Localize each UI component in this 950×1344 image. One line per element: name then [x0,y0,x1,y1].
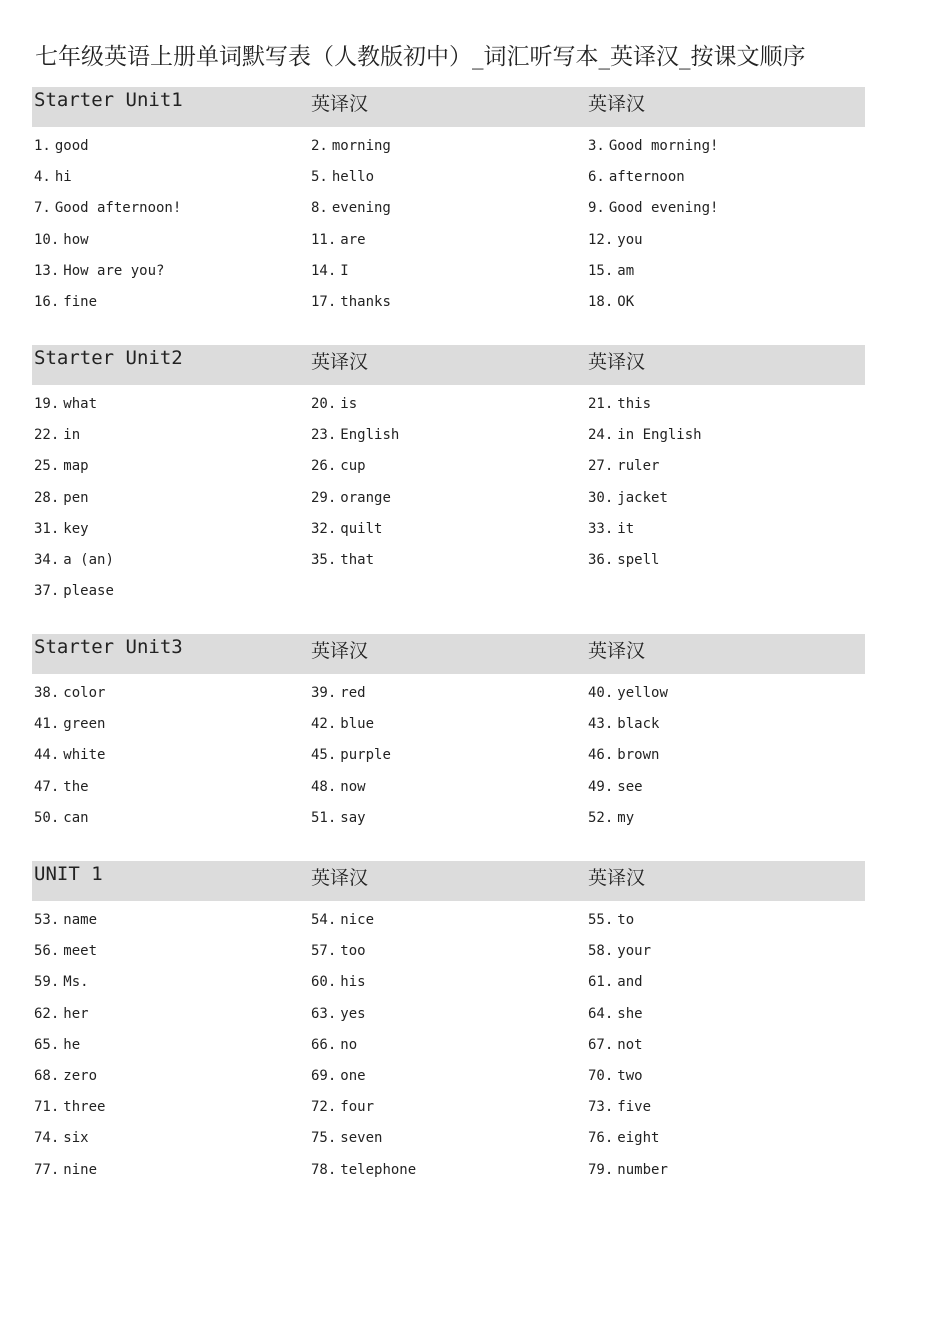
word-item [32,740,309,771]
word-item [309,936,586,967]
item-word: ruler [617,458,660,475]
item-word: that [340,551,375,568]
item-number: 6. [588,169,605,186]
item-word: orange [340,489,391,506]
item-number: 17. [311,293,337,310]
word-item [586,967,865,998]
item-number: 76. [588,1130,614,1147]
item-number: 26. [311,458,337,475]
item-word: morning [331,138,391,154]
word-item [586,1030,865,1061]
item-word: meet [63,943,98,960]
vocab-section [32,861,865,1186]
word-item [309,967,586,998]
item-number: 32. [311,520,337,537]
word-item [309,225,586,256]
item-word: three [63,1099,106,1116]
word-item [309,1123,586,1154]
item-word: five [617,1099,652,1116]
item-number: 48. [311,778,337,795]
section-header [32,345,865,385]
item-word: not [617,1036,643,1053]
word-item [309,1155,586,1186]
word-item [32,225,309,256]
item-number: 63. [311,1005,337,1022]
item-number: 39. [311,685,337,701]
word-item [586,803,865,834]
item-number: 14. [311,262,337,279]
item-number: 40. [588,685,614,701]
item-word: English [340,427,400,444]
word-item [586,131,865,162]
word-item [32,389,309,420]
item-word: no [340,1036,358,1053]
item-word: and [617,974,643,991]
item-word: green [63,716,106,733]
item-word: spell [617,551,660,568]
item-word: her [63,1005,89,1022]
item-number: 43. [588,716,614,733]
column-heading: 英译汉 [588,93,646,115]
vocab-section [32,87,865,318]
item-word: I [340,262,349,279]
item-number: 77. [34,1161,60,1178]
item-word: you [617,231,643,248]
word-item [309,1030,586,1061]
word-grid [32,131,865,318]
page-title: 七年级英语上册单词默写表（人教版初中）_词汇听写本_英译汉_按课文顺序 [35,44,806,70]
column-heading: 英译汉 [588,640,646,662]
item-number: 2. [311,138,328,154]
word-item [586,287,865,318]
item-number: 62. [34,1005,60,1022]
item-number: 61. [588,974,614,991]
word-item [32,772,309,803]
item-number: 33. [588,520,614,537]
item-word: afternoon [608,169,685,186]
word-item [309,709,586,740]
word-item [309,1092,586,1123]
item-word: this [617,396,652,412]
item-word: it [617,520,635,537]
column-heading: 英译汉 [588,867,646,889]
item-word: good [54,138,89,154]
item-word: to [617,912,635,928]
item-number: 73. [588,1099,614,1116]
word-item [32,545,309,576]
item-word: pen [63,489,89,506]
section-title: Starter Unit2 [34,347,183,369]
item-word: number [617,1161,668,1178]
item-number: 55. [588,912,614,928]
item-word: zero [63,1067,98,1084]
word-item [586,514,865,545]
word-item [309,389,586,420]
item-word: yes [340,1005,366,1022]
item-word: say [340,809,366,826]
item-word: six [63,1130,89,1147]
word-grid [32,678,865,834]
item-number: 42. [311,716,337,733]
word-item [586,772,865,803]
item-number: 52. [588,809,614,826]
item-word: Ms. [63,974,89,991]
word-item [32,1123,309,1154]
item-word: now [340,778,366,795]
item-word: in English [617,427,702,444]
section-header [32,634,865,674]
word-item [32,131,309,162]
item-number: 31. [34,520,60,537]
item-number: 51. [311,809,337,826]
word-item [586,225,865,256]
section-title: Starter Unit3 [34,636,183,658]
item-word: hi [54,169,72,186]
item-word: Good afternoon! [54,200,182,217]
item-number: 44. [34,747,60,764]
word-item [309,905,586,936]
item-word: one [340,1067,366,1084]
item-number: 3. [588,138,605,154]
word-item [32,967,309,998]
item-word: blue [340,716,375,733]
word-item [32,483,309,514]
column-heading: 英译汉 [588,351,646,373]
item-number: 1. [34,138,51,154]
item-number: 25. [34,458,60,475]
item-number: 57. [311,943,337,960]
item-word: fine [63,293,98,310]
item-number: 7. [34,200,51,217]
item-number: 5. [311,169,328,186]
item-word: nine [63,1161,98,1178]
item-word: are [340,231,366,248]
word-item [32,576,309,607]
item-word: key [63,520,89,537]
item-number: 75. [311,1130,337,1147]
item-number: 79. [588,1161,614,1178]
word-item [309,545,586,576]
item-word: my [617,809,635,826]
item-number: 66. [311,1036,337,1053]
item-number: 72. [311,1099,337,1116]
item-word: telephone [340,1161,417,1178]
word-item [32,514,309,545]
item-number: 36. [588,551,614,568]
word-item [309,483,586,514]
section-header [32,87,865,127]
item-number: 16. [34,293,60,310]
item-word: your [617,943,652,960]
item-number: 49. [588,778,614,795]
item-word: thanks [340,293,391,310]
word-item [32,1030,309,1061]
item-number: 27. [588,458,614,475]
item-number: 74. [34,1130,60,1147]
item-number: 78. [311,1161,337,1178]
item-number: 20. [311,396,337,412]
item-number: 9. [588,200,605,217]
word-item [586,905,865,936]
word-item [32,936,309,967]
word-item [32,162,309,193]
word-item [309,256,586,287]
vocab-section [32,345,865,607]
item-word: hello [331,169,375,186]
word-item [309,193,586,224]
item-number: 41. [34,716,60,733]
item-number: 59. [34,974,60,991]
item-word: map [63,458,89,475]
item-number: 28. [34,489,60,506]
item-word: can [63,809,89,826]
column-heading: 英译汉 [311,640,369,662]
word-item [309,1061,586,1092]
word-item [586,1061,865,1092]
item-number: 4. [34,169,51,186]
item-word: is [340,396,358,412]
item-word: name [63,912,98,928]
item-number: 68. [34,1067,60,1084]
word-item [309,740,586,771]
word-item [309,999,586,1030]
word-item [586,1092,865,1123]
word-item [586,162,865,193]
item-number: 71. [34,1099,60,1116]
item-word: evening [331,200,391,217]
item-word: color [63,685,106,701]
item-number: 58. [588,943,614,960]
section-title: Starter Unit1 [34,89,183,111]
item-number: 29. [311,489,337,506]
item-word: white [63,747,106,764]
item-number: 37. [34,583,60,600]
item-number: 56. [34,943,60,960]
word-item [32,287,309,318]
item-number: 19. [34,396,60,412]
item-number: 69. [311,1067,337,1084]
item-word: in [63,427,81,444]
item-word: quilt [340,520,383,537]
item-word: nice [340,912,375,928]
word-item [32,905,309,936]
item-word: eight [617,1130,660,1147]
item-number: 23. [311,427,337,444]
item-number: 35. [311,551,337,568]
word-item [586,389,865,420]
item-word: jacket [617,489,668,506]
item-word: please [63,583,114,600]
word-item [309,451,586,482]
word-item [32,256,309,287]
item-word: too [340,943,366,960]
item-number: 13. [34,262,60,279]
item-number: 65. [34,1036,60,1053]
word-item [309,131,586,162]
item-word: seven [340,1130,383,1147]
item-number: 24. [588,427,614,444]
item-word: what [63,396,98,412]
item-number: 30. [588,489,614,506]
item-number: 47. [34,778,60,795]
item-number: 21. [588,396,614,412]
word-item [309,772,586,803]
item-word: the [63,778,89,795]
item-word: how [63,231,89,248]
word-item [309,678,586,709]
item-word: see [617,778,643,795]
item-word: OK [617,293,635,310]
word-item [586,545,865,576]
word-item [32,1092,309,1123]
item-word: four [340,1099,375,1116]
word-item [586,678,865,709]
word-item [309,287,586,318]
item-number: 70. [588,1067,614,1084]
item-word: he [63,1036,81,1053]
item-word: yellow [617,685,668,701]
word-item [586,999,865,1030]
item-word: purple [340,747,391,764]
item-word: black [617,716,660,733]
item-number: 45. [311,747,337,764]
word-item [32,193,309,224]
word-item [586,740,865,771]
word-item [309,514,586,545]
item-word: cup [340,458,366,475]
item-number: 46. [588,747,614,764]
word-item [309,162,586,193]
word-item [32,999,309,1030]
section-title: UNIT 1 [34,863,103,885]
word-item [32,1155,309,1186]
item-word: am [617,262,635,279]
word-item [586,193,865,224]
section-header [32,861,865,901]
item-word: How are you? [63,262,165,279]
word-item [586,936,865,967]
item-word: a (an) [63,551,114,568]
item-number: 34. [34,551,60,568]
column-heading: 英译汉 [311,93,369,115]
word-item [586,451,865,482]
word-item [586,483,865,514]
word-item [586,1123,865,1154]
vocab-section [32,634,865,834]
item-number: 15. [588,262,614,279]
item-number: 54. [311,912,337,928]
column-heading: 英译汉 [311,867,369,889]
word-item [586,256,865,287]
column-heading: 英译汉 [311,351,369,373]
item-number: 60. [311,974,337,991]
item-number: 50. [34,809,60,826]
word-grid [32,389,865,607]
word-item [586,420,865,451]
item-number: 22. [34,427,60,444]
item-number: 18. [588,293,614,310]
item-number: 12. [588,231,614,248]
word-grid [32,905,865,1186]
item-number: 10. [34,231,60,248]
item-number: 64. [588,1005,614,1022]
item-word: his [340,974,366,991]
item-word: brown [617,747,660,764]
item-word: Good evening! [608,200,719,217]
item-number: 38. [34,685,60,701]
word-item [309,420,586,451]
item-word: two [617,1067,643,1084]
item-number: 67. [588,1036,614,1053]
word-item [309,803,586,834]
word-item [586,1155,865,1186]
item-word: red [340,685,366,701]
item-number: 8. [311,200,328,217]
item-word: Good morning! [608,138,719,154]
word-item [32,803,309,834]
word-item [32,709,309,740]
word-item [32,420,309,451]
item-number: 11. [311,231,337,248]
word-item [586,709,865,740]
item-word: she [617,1005,643,1022]
word-item [32,678,309,709]
item-number: 53. [34,912,60,928]
word-item [32,451,309,482]
word-item [32,1061,309,1092]
